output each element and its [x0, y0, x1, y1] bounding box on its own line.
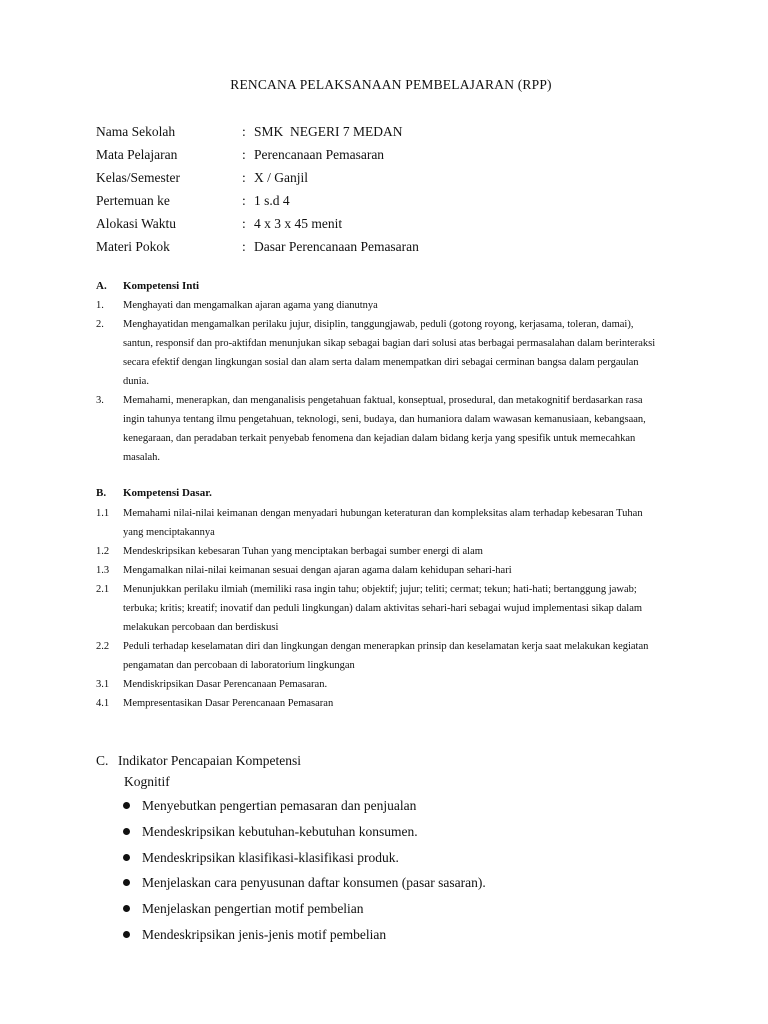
item-text: Mendeskripsikan jenis-jenis motif pembelian: [142, 926, 387, 942]
item-text: Mendeskripsikan klasifikasi-klasifikasi produk.: [142, 849, 399, 865]
identity-label: Pertemuan ke: [96, 193, 170, 208]
item-number: 2.: [96, 319, 104, 330]
identity-separator: :: [242, 239, 246, 254]
identity-separator: :: [242, 147, 246, 162]
list-item: [96, 296, 662, 315]
bullet-icon: [123, 879, 130, 886]
item-text: Menjelaskan pengertian motif pembelian: [142, 901, 364, 917]
item-number: 1.: [96, 300, 104, 311]
identity-label: Nama Sekolah: [96, 124, 176, 139]
identity-block: [96, 120, 656, 258]
item-text: Peduli terhadap keselamatan diri dan lingkungan dengan menerapkan prinsip dan keselamatan kerja saat melakukan kegiatan pengamatan dan percobaan di laboratorium lingkungan: [123, 641, 649, 671]
section-title: Kompetensi Inti: [123, 280, 200, 292]
item-text: Menghayati dan mengamalkan ajaran agama yang dianutnya: [123, 300, 378, 311]
list-item: [96, 561, 662, 580]
identity-value: SMK NEGERI 7 MEDAN: [254, 124, 403, 139]
section-title: Indikator Pencapaian Kompetensi: [118, 753, 301, 768]
list-item: [96, 391, 662, 467]
item-text: Menunjukkan perilaku ilmiah (memiliki rasa ingin tahu; objektif; jujur; teliti; cermat; tekun; hati-hati; bertanggung jawab; terbuka; kritis; kreatif; inovatif dan peduli lingkungan) dalam aktivitas sehari-hari sebagai wujud implementasi sikap dalam melakukan percobaan dan berdiskusi: [123, 584, 643, 633]
list-item: [96, 675, 662, 694]
identity-row-school: [96, 120, 656, 143]
identity-row-class: [96, 166, 656, 189]
identity-label: Alokasi Waktu: [96, 216, 177, 231]
list-item: [96, 315, 662, 391]
identity-row-topic: [96, 235, 656, 258]
item-text: Menjelaskan cara penyusunan daftar konsumen (pasar sasaran).: [142, 875, 486, 891]
identity-row-meeting: [96, 189, 656, 212]
list-item: [96, 694, 662, 713]
section-letter: B.: [96, 487, 107, 499]
item-number: 2.2: [96, 641, 110, 652]
section-title: Kompetensi Dasar.: [123, 487, 212, 499]
list-item: [118, 796, 678, 822]
list-item: [118, 899, 678, 925]
list-item: [118, 925, 678, 951]
item-number: 1.1: [96, 508, 110, 519]
item-number: 3.: [96, 395, 104, 406]
identity-value: 1 s.d 4: [254, 193, 290, 208]
item-text: Menghayatidan mengamalkan perilaku jujur, disiplin, tanggungjawab, peduli (gotong royong, kerjasama, toleran, damai), santun, responsif dan pro-aktifdan menunjukan sikap sebagai bagian dari solusi atas berbagai permasalahan dalam berinteraksi secara efektif dengan lingkungan sosial dan alam serta dalam menempatkan diri sebagai cerminan bangsa dalam pergaulan dunia.: [123, 319, 656, 387]
bullet-icon: [123, 905, 130, 912]
bullet-icon: [123, 854, 130, 861]
identity-separator: :: [242, 193, 246, 208]
item-number: 3.1: [96, 679, 110, 690]
item-number: 2.1: [96, 584, 110, 595]
identity-value: Perencanaan Pemasaran: [254, 147, 385, 162]
core-competency-list: [96, 296, 662, 467]
list-item: [96, 542, 662, 561]
item-text: Mendeskripsikan kebutuhan-kebutuhan konsumen.: [142, 823, 418, 839]
list-item: [96, 637, 662, 675]
indicator-list: [118, 796, 678, 951]
identity-label: Materi Pokok: [96, 239, 170, 254]
section-letter: C.: [96, 753, 109, 768]
item-text: Mendiskripsikan Dasar Perencanaan Pemasaran.: [123, 679, 328, 690]
item-number: 1.2: [96, 546, 110, 557]
identity-value: Dasar Perencanaan Pemasaran: [254, 239, 419, 254]
bullet-icon: [123, 828, 130, 835]
identity-value: 4 x 3 x 45 menit: [254, 216, 343, 231]
item-number: 4.1: [96, 698, 110, 709]
identity-label: Mata Pelajaran: [96, 147, 178, 162]
document-title: RENCANA PELAKSANAAN PEMBELAJARAN (RPP): [230, 77, 552, 92]
item-text: Memahami, menerapkan, dan menganalisis pengetahuan faktual, konseptual, prosedural, dan metakognitif berdasarkan rasa ingin tahunya tentang ilmu pengetahuan, teknologi, seni, budaya, dan humaniora dalam wawasan kemanusiaan, kebangsaan, kenegaraan, dan peradaban terkait penyebab fenomena dan kejadian dalam bidang kerja yang spesifik untuk memecahkan masalah.: [123, 395, 646, 463]
identity-separator: :: [242, 124, 246, 139]
identity-separator: :: [242, 170, 246, 185]
identity-value: X / Ganjil: [254, 170, 308, 185]
list-item: [118, 873, 678, 899]
item-text: Mengamalkan nilai-nilai keimanan sesuai dengan ajaran agama dalam kehidupan sehari-hari: [123, 565, 512, 576]
bullet-icon: [123, 931, 130, 938]
identity-label: Kelas/Semester: [96, 170, 180, 185]
item-text: Mendeskripsikan kebesaran Tuhan yang menciptakan berbagai sumber energi di alam: [123, 546, 483, 557]
list-item: [118, 848, 678, 874]
list-item: [118, 822, 678, 848]
cognitive-subheading: Kognitif: [124, 774, 170, 789]
identity-row-subject: [96, 143, 656, 166]
list-item: [96, 580, 662, 637]
identity-separator: :: [242, 216, 246, 231]
item-text: Mempresentasikan Dasar Perencanaan Pemasaran: [123, 698, 334, 709]
list-item: [96, 504, 662, 542]
item-text: Memahami nilai-nilai keimanan dengan menyadari hubungan keteraturan dan kompleksitas alam terhadap kebesaran Tuhan yang menciptakannya: [123, 508, 643, 538]
section-letter: A.: [96, 280, 107, 292]
item-number: 1.3: [96, 565, 110, 576]
item-text: Menyebutkan pengertian pemasaran dan penjualan: [142, 798, 417, 813]
basic-competency-list: [96, 504, 662, 713]
identity-row-time: [96, 212, 656, 235]
bullet-icon: [123, 802, 130, 809]
